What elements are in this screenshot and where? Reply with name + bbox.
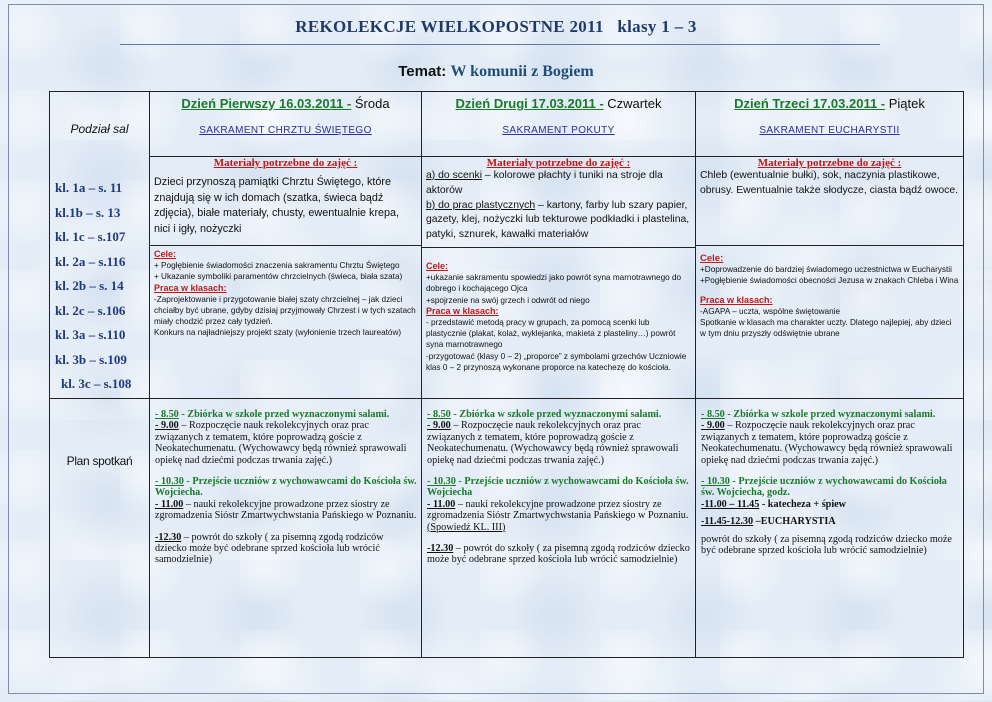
room-item: kl. 2b – s. 14 — [55, 278, 124, 293]
day3-class-work: -AGAPA – uczta, wspólne świętowanie — [700, 306, 841, 316]
plan-text: – nauki rekolekcyjne prowadzone przez siostry ze zgromadzenia Sióstr Zmartwychwstania Pańskiego w Poznaniu. — [155, 498, 417, 522]
table-row-headers — [50, 92, 964, 157]
day3-goals-title: Cele: — [700, 253, 724, 264]
room-item: kl. 3b – s.109 — [55, 351, 127, 367]
plan-time: - 10.30 — [427, 476, 456, 488]
plan-time: - 10.30 — [701, 476, 730, 488]
plan-time: -12.30 — [427, 543, 454, 555]
day1-goal: + Ukazanie symboliki paramentów chrzcielnych (świeca, biała szata) — [154, 272, 403, 282]
plan-extra: (Spowiedź KL. III) — [427, 521, 506, 533]
plan-time: - 9.00 — [155, 420, 179, 432]
plan-text: – powrót do szkoły ( za pisemną zgodą rodziców dziecko może być odebrane sprzed kościoła lub wrócić samodzielnie) — [155, 531, 384, 566]
plan-text: – Rozpoczęcie nauk rekolekcyjnych oraz prac związanych z tematem, które poprowadzą goście z Neokatechumenatu. (Wychowawcy będą również sprawowali opiekę nad dziećmi podczas trwania zajęć.) — [155, 420, 407, 466]
day2-class-work: -przygotować (klasy 0 – 2) „proporce” z symbolami grzechów Uczniowie klas 0 – 2 przynoszą wykonane proporce na katechezę do kościoła. — [426, 351, 687, 373]
rooms-list — [50, 176, 149, 397]
day2-materials-a: – kolorowe płachty i tuniki na stroje dla aktorów — [426, 170, 663, 196]
rooms-cell — [50, 92, 150, 399]
day3-materials: Chleb (ewentualnie bułki), sok, naczynia plastikowe, obrusy. Ewentualnie także słodycze, ciasta bądź owoce. — [700, 170, 958, 196]
day1-goal: + Pogłębienie świadomości znaczenia sakramentu Chrztu Świętego — [154, 261, 400, 270]
room-item: kl.1b – s. 13 — [55, 204, 121, 220]
room-item: kl. 2a – s.116 — [55, 253, 126, 269]
day2-goals-block — [422, 247, 695, 373]
day3-materials-cell — [696, 157, 964, 246]
day1-sacrament: SAKRAMENT CHRZTU ŚWIĘTEGO — [199, 125, 372, 136]
day3-weekday: Piątek — [885, 96, 925, 111]
table-row-materials — [50, 157, 964, 246]
plan-time: - 8.50 — [701, 409, 725, 420]
title-rule — [120, 44, 880, 45]
schedule-table — [49, 91, 964, 658]
plan-text: - katecheza + śpiew — [759, 498, 847, 510]
day3-header — [696, 92, 964, 157]
plan-time: -11.45-12.30 — [701, 516, 754, 528]
day1-plan-cell — [150, 399, 422, 658]
day1-title: Dzień Pierwszy 16.03.2011 - — [181, 96, 352, 111]
room-item: kl. 3c – s.108 — [61, 376, 132, 391]
day1-header — [150, 92, 422, 157]
day2-goals-title: Cele: — [426, 260, 449, 271]
plan-text: – powrót do szkoły ( za pisemną zgodą rodziców dziecko może być odebrane sprzed kościoła lub wrócić samodzielnie) — [427, 543, 690, 566]
plan-time: - 9.00 — [427, 420, 451, 432]
day1-goals-title: Cele: — [154, 249, 177, 259]
day1-materials-cell — [150, 157, 422, 246]
day2-sacrament: SAKRAMENT POKUTY — [502, 125, 615, 136]
day2-header — [422, 92, 696, 157]
plan-time: - 8.50 — [427, 409, 451, 420]
day2-title: Dzień Drugi 17.03.2011 - — [455, 96, 604, 111]
plan-time: -11.00 – 11.45 — [701, 498, 760, 510]
day2-materials-title: Materiały potrzebne do zajęć : — [486, 157, 631, 169]
day2-details-cell — [422, 157, 696, 399]
room-item: kl. 2c – s.106 — [55, 302, 126, 318]
day2-materials-a-label: a) do scenki — [426, 170, 483, 181]
plan-time: -12.30 — [155, 531, 182, 543]
plan-text: - Zbiórka w szkole przed wyznaczonymi salami. — [450, 409, 662, 420]
day1-goals-cell — [150, 246, 422, 399]
plan-text: – Rozpoczęcie nauk rekolekcyjnych oraz prac związanych z tematem, które poprowadzą goście z Neokatechumenatu. (Wychowawcy będą również sprawowali opiekę nad dziećmi podczas trwania zajęć.) — [427, 420, 679, 466]
day3-goal: +Pogłębienie świadomości obecności Jezusa w znakach Chleba i Wina — [700, 276, 959, 286]
page-title: REKOLEKCJE WIELKOPOSTNE 2011 klasy 1 – 3 — [295, 17, 697, 36]
plan-text: – Rozpoczęcie nauk rekolekcyjnych oraz prac związanych z tematem, które poprowadzą goście z Neokatechumenatu. (Wychowawcy będą również sprawowali opiekę nad dziećmi podczas trwania zajęć.) — [701, 420, 953, 466]
day2-plan — [422, 399, 695, 566]
day1-weekday: Środa — [351, 96, 390, 111]
plan-text: - Zbiórka w szkole przed wyznaczonymi salami. — [178, 409, 390, 420]
day3-title: Dzień Trzeci 17.03.2011 - — [734, 96, 886, 111]
plan-text: - Przejście uczniów z wychowawcami do Kościoła św. Wojciecha, godz. — [701, 476, 947, 499]
plan-text: – nauki rekolekcyjne prowadzone przez siostry ze zgromadzenia Sióstr Zmartwychwstania Pańskiego w Poznaniu. — [427, 498, 689, 522]
day2-weekday: Czwartek — [603, 96, 662, 111]
plan-text: - Zbiórka w szkole przed wyznaczonymi salami. — [724, 409, 936, 420]
plan-time: - 11.00 — [155, 498, 184, 510]
day3-goal: +Doprowadzenie do bardziej świadomego uczestnictwa w Eucharystii — [700, 265, 952, 274]
day2-materials-b: – kartony, farby lub szary papier, gazety, klej, nożyczki lub tekturowe podkładki i plastelina, patyki, sznurek, kawałki materiałów — [426, 199, 690, 241]
topic-value: W komunii z Bogiem — [450, 63, 594, 80]
day3-sacrament: SAKRAMENT EUCHARYSTII — [759, 125, 900, 136]
day1-materials: Dzieci przynoszą pamiątki Chrztu Świętego, które znajdują się w ich domach (szatka, świeca bądź zdjęcia), białe materiały, chusty, ewentualnie krepa, nici i igły, nożyczki — [154, 176, 400, 235]
plan-time: - 11.00 — [427, 498, 456, 510]
day1-class-title: Praca w klasach: — [154, 282, 227, 293]
rooms-header: Podział sal — [70, 122, 129, 136]
room-item: kl. 1c – s.107 — [55, 229, 126, 244]
plan-label-cell — [50, 399, 150, 658]
plan-label: Plan spotkań — [66, 454, 133, 468]
day3-goals-cell — [696, 246, 964, 399]
plan-text: - Przejście uczniów z wychowawcami do Kościoła św. Wojciecha. — [155, 476, 417, 499]
plan-time: - 8.50 — [155, 409, 179, 420]
table-row-plan — [50, 399, 964, 658]
topic-label: Temat: — [398, 63, 451, 80]
day1-materials-title: Materiały potrzebne do zajęć : — [213, 157, 358, 169]
day2-goal: +ukazanie sakramentu spowiedzi jako powrót syna marnotrawnego do dobrego i kochającego Ojca — [426, 272, 682, 294]
day1-class-work: Konkurs na najładniejszy projekt szaty (wyłonienie trzech laureatów) — [154, 328, 402, 338]
day2-class-work: - przedstawić metodą pracy w grupach, za pomocą scenki lub plastycznie (plakat, kolaż, wyklejanka, makieta z plasteliny…) powrót syna marnotrawnego — [426, 317, 676, 350]
day1-plan — [150, 399, 421, 566]
day2-class-title: Praca w klasach: — [426, 305, 499, 316]
plan-time: - 10.30 — [155, 476, 184, 488]
day3-class-title: Praca w klasach: — [700, 294, 773, 305]
day1-class-work: -Zaprojektowanie i przygotowanie białej szaty chrzcielnej – jak dzieci chciałby być ubrane, gdyby dzisiaj przyjmowały Chrzest i w tych szatach miały chodzić przez cały tydzień. — [154, 294, 416, 327]
plan-text: - Przejście uczniów z wychowawcami do Kościoła św. Wojciecha — [427, 476, 689, 499]
topic-line — [0, 63, 992, 81]
plan-time: - 9.00 — [701, 420, 725, 432]
day3-plan-cell — [696, 399, 964, 658]
plan-text: powrót do szkoły ( za pisemną zgodą rodziców dziecko może być odebrane sprzed kościoła lub wrócić samodzielnie) — [701, 533, 952, 557]
room-item: kl. 1a – s. 11 — [55, 180, 123, 195]
day2-plan-cell — [422, 399, 696, 658]
plan-text: –EUCHARYSTIA — [753, 516, 836, 528]
room-item: kl. 3a – s.110 — [55, 327, 126, 342]
day3-plan — [696, 399, 963, 556]
day2-goal: +spojrzenie na swój grzech i odwrót od niego — [426, 295, 590, 305]
day3-class-work: Spotkanie w klasach ma charakter uczty. Dlatego najlepiej, aby dzieci w tym dniu przyszły odświętnie ubrane — [700, 317, 952, 339]
day2-materials-b-label: b) do prac plastycznych — [426, 199, 536, 211]
day3-materials-title: Materiały potrzebne do zajęć : — [757, 157, 902, 169]
day2-materials — [422, 169, 695, 243]
